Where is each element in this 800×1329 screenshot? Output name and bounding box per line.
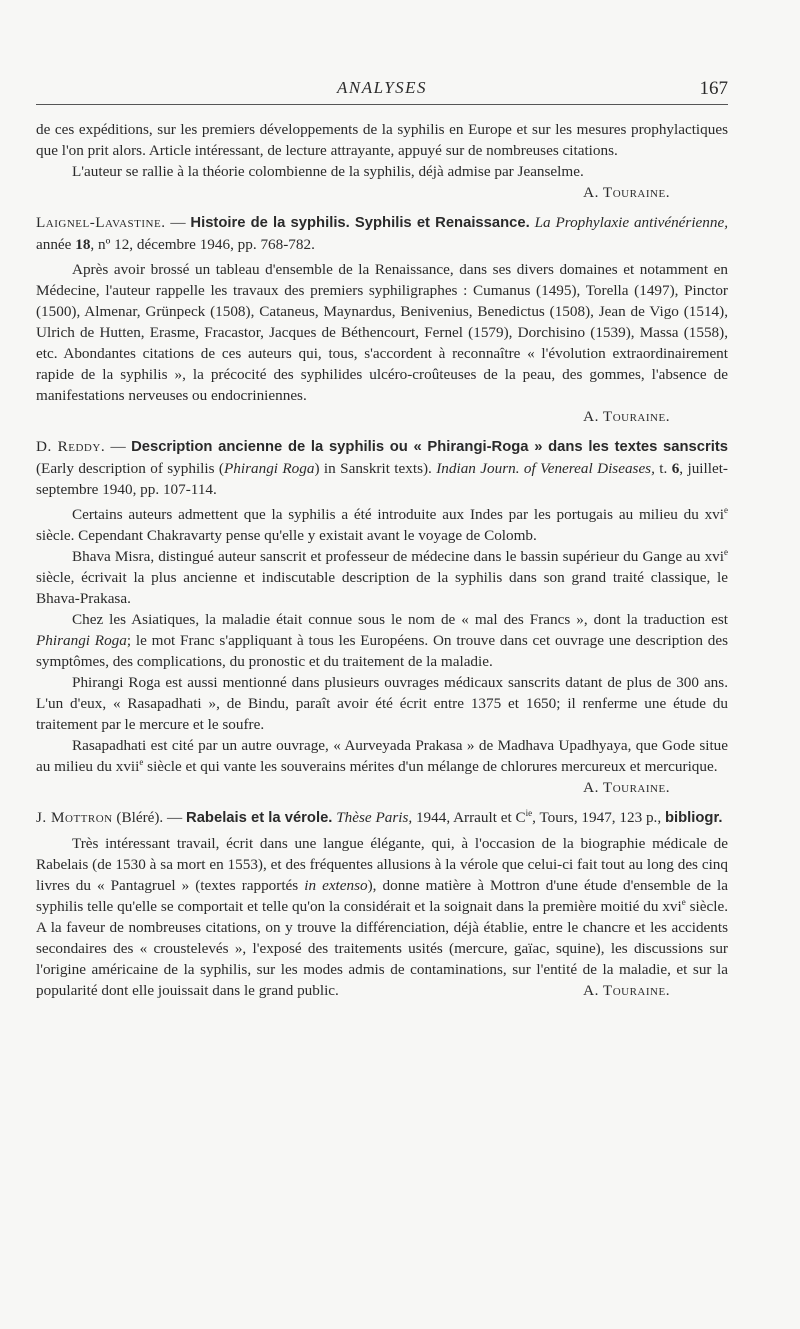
paragraph: Phirangi Roga est aussi mentionné dans plusieurs ouvrages médicaux sanscrits datant de plus de 300 ans. L'un d'eux, « Rasapadhati », de Bindu, paraît avoir été écrit entre 1375 et 1650; il renferme une étude du traitement par le mercure et le soufre. xyxy=(36,674,728,733)
paragraph xyxy=(36,161,728,182)
entry-title: Rabelais et la vérole. xyxy=(186,810,333,826)
paragraph-text: L'auteur se rallie à la théorie colombienne de la syphilis, déjà admise par Jeanselme. xyxy=(72,163,584,180)
entry-title: Histoire de la syphilis. Syphilis et Renaissance. xyxy=(190,215,530,231)
paragraph: de ces expéditions, sur les premiers développements de la syphilis en Europe et sur les mesures prophylactiques que l'on prit alors. Article intéressant, de lecture attrayante, appuyé sur de nombreuses citations. xyxy=(36,121,728,159)
entry-author: Laignel-Lavastine. xyxy=(36,214,166,231)
running-header xyxy=(36,78,728,105)
page-body xyxy=(36,119,728,1001)
superscript: e xyxy=(681,896,686,907)
page xyxy=(36,78,728,1001)
entry-citation xyxy=(36,212,728,255)
entry-location: (Bléré). — xyxy=(112,809,187,826)
entry-cite: , nº 12, décembre 1946, pp. 768-782. xyxy=(90,236,315,253)
entry-journal: Thèse Paris, xyxy=(336,809,413,826)
paragraph xyxy=(36,609,728,672)
entry-journal: Indian Journ. of Venereal Diseases, xyxy=(436,460,655,477)
entry-english-title-italic: Phirangi Roga xyxy=(224,460,315,477)
reviewer-signature: A. Touraine. xyxy=(583,408,670,425)
paragraph-italic: in extenso xyxy=(304,877,368,894)
superscript: e xyxy=(724,546,728,557)
paragraph-text: Chez les Asiatiques, la maladie était connue sous le nom de « mal des Francs », dont la traduction est xyxy=(72,611,728,628)
paragraph-text: siècle. Cependant Chakravarty pense qu'elle y existait avant le voyage de Colomb. xyxy=(36,527,537,544)
paragraph-text: Certains auteurs admettent que la syphilis a été introduite aux Indes par les portugais au milieu du xvi xyxy=(72,506,724,523)
entry-english-title: (Early description of syphilis ( xyxy=(36,460,224,477)
entry-volume: 6 xyxy=(671,460,680,477)
entry-bibliography: bibliogr. xyxy=(664,810,723,826)
paragraph-text: Bhava Misra, distingué auteur sanscrit et professeur de médecine dans le bassin supérieur du Gange au xvi xyxy=(72,548,724,565)
paragraph xyxy=(36,546,728,609)
entry-citation xyxy=(36,807,728,829)
paragraph-text: siècle et qui vante les souverains mérites d'un mélange de chlorures mercureux et mercurique. xyxy=(143,758,718,775)
entry-cite: , juillet-septembre 1940, pp. 107-114. xyxy=(36,460,728,498)
entry-cite: t. xyxy=(654,460,672,477)
entry-cite: 1944, Arrault et C xyxy=(412,809,526,826)
superscript: ie xyxy=(525,807,533,818)
entry-english-title: ) in Sanskrit texts). xyxy=(314,460,437,477)
entry-cite: année xyxy=(36,236,76,253)
paragraph: Après avoir brossé un tableau d'ensemble de la Renaissance, dans ses divers domaines et notamment en Médecine, l'auteur rappelle les travaux des premiers syphiligraphes : Cumanus (1495), Torella (1497), Pinctor (1500), Almenar, Grünpeck (1508), Cataneus, Maynardus, Benivenius, Benedictus (1508), Jean de Vigo (1514), Ulrich de Hutten, Erasme, Fracastor, Jacques de Béthencourt, Fernel (1579), Dorchisino (1539), Massa (1558), etc. Abondantes citations de ces auteurs qui, tous, s'accordent à reconnaître « l'évolution extraordinairement rapide de la syphilis », la précocité des syphilides ulcéro-croûteuses de la peau, des gommes, l'absence de manifestations nerveuses ou endocriniennes. xyxy=(36,261,728,404)
entry-citation xyxy=(36,436,728,500)
reviewer-signature: A. Touraine. xyxy=(583,779,670,796)
reviewer-signature: A. Touraine. xyxy=(583,184,670,201)
superscript: e xyxy=(139,756,144,767)
paragraph-text: siècle, écrivait la plus ancienne et indiscutable description de la syphilis dans son grand traité classique, le Bhava-Prakasa. xyxy=(36,569,728,607)
paragraph-text: siècle. A la faveur de nombreuses citations, on y trouve la différenciation, déjà établie, entre le chancre et les accidents secondaires des « croustelevés », l'exposé des traitements usités (mercure, gaïac, squine), les discussions sur l'origine américaine de la syphilis, sur les modes admis de contaminations, sur l'entité de la maladie, et sur la popularité dont elle jouissait dans le grand public. xyxy=(36,898,728,999)
entry-journal: La Prophylaxie antivénérienne, xyxy=(534,214,729,231)
entry-separator: — xyxy=(165,214,191,231)
reviewer-signature: A. Touraine. xyxy=(583,982,670,999)
paragraph-italic: Phirangi Roga xyxy=(36,632,127,649)
paragraph-text: ; le mot Franc s'appliquant à tous les Européens. On trouve dans cet ouvrage une description des symptômes, des complications, du pronostic et du traitement de la maladie. xyxy=(36,632,728,670)
entry-volume: 18 xyxy=(75,236,91,253)
entry-cite: , Tours, 1947, 123 p., xyxy=(532,809,665,826)
paragraph xyxy=(36,833,728,1001)
paragraph xyxy=(36,504,728,546)
paragraph-text: ), donne matière à Mottron d'une étude d'ensemble de la syphilis telle qu'elle se comportait et telle qu'on la considérait et la soignait dans la première moitié du xvi xyxy=(36,877,729,915)
paragraph xyxy=(36,735,728,777)
page-number: 167 xyxy=(699,78,728,99)
entry-separator: — xyxy=(105,438,132,455)
entry-author: D. Reddy. xyxy=(36,438,106,455)
running-title: ANALYSES xyxy=(336,78,428,97)
entry-title: Description ancienne de la syphilis ou « Phirangi-Roga » dans les textes sanscrits xyxy=(131,439,729,455)
superscript: e xyxy=(724,504,728,515)
paragraph-text: Très intéressant travail, écrit dans une langue élégante, qui, à l'occasion de la biographie médicale de Rabelais (de 1530 à sa mort en 1553), et des fréquentes allusions à la vérole que celui-ci fait tout au long des cinq livres du « Pantagruel » (textes rapportés xyxy=(36,835,728,894)
entry-author: J. Mottron xyxy=(36,809,113,826)
paragraph-text: Rasapadhati est cité par un autre ouvrage, « Aurveyada Prakasa » de Madhava Upadhyaya, que Gode situe au milieu du xvii xyxy=(36,737,728,775)
